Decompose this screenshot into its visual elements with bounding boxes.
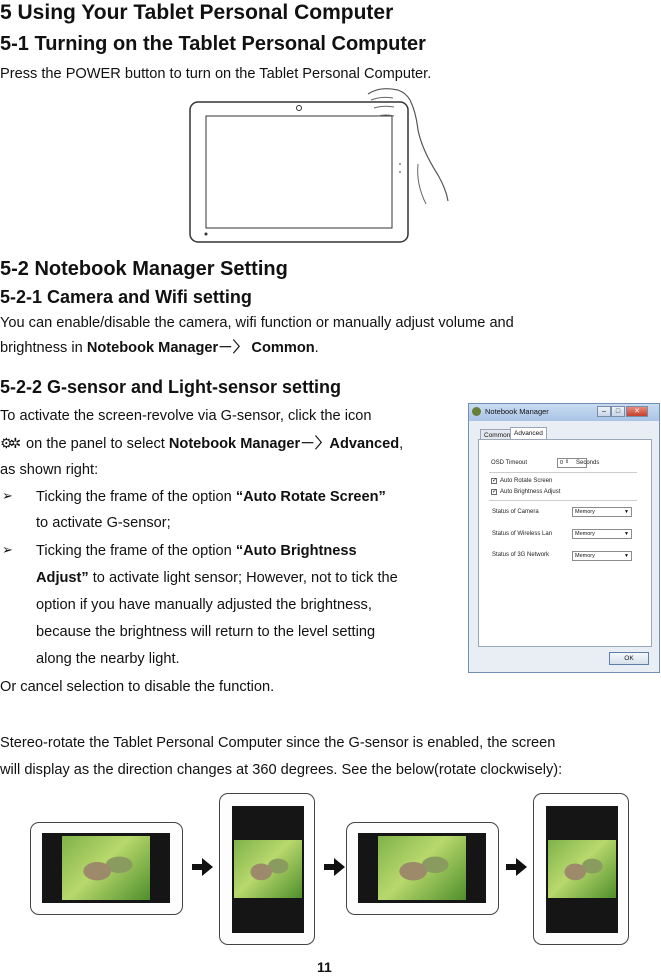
arrow-bullet-icon: ➢ — [2, 542, 13, 557]
stereo-line2: will display as the direction changes at 360 degrees. See the below(rotate clockwisely): — [0, 762, 563, 778]
arrow-bullet-icon: ➢ — [2, 488, 13, 503]
tab-common[interactable]: Common — [480, 429, 514, 440]
3g-status-select[interactable]: Memory ▼ — [572, 551, 632, 561]
maximize-button[interactable]: □ — [611, 406, 625, 417]
para-5-2-1-line2: brightness in Notebook Manager－〉 Common. — [0, 340, 319, 356]
ok-button[interactable]: OK — [609, 652, 649, 665]
gear-icon: ⚙✲ — [0, 435, 19, 451]
tablet-landscape-1 — [30, 822, 183, 915]
spinner-icon[interactable]: ⇕ — [565, 459, 570, 465]
notebook-manager-window — [468, 403, 660, 673]
cancel-line: Or cancel selection to disable the function. — [0, 679, 275, 695]
right-arrow-icon — [506, 856, 528, 878]
section-heading-5-2: 5-2 Notebook Manager Setting — [0, 258, 288, 280]
app-icon — [472, 407, 481, 416]
dropdown-arrow-icon: ▼ — [624, 509, 629, 515]
window-titlebar — [469, 404, 659, 421]
bullet-2-line5: along the nearby light. — [36, 651, 180, 667]
auto-rotate-label: Auto Rotate Screen — [500, 478, 553, 484]
divider — [489, 500, 637, 501]
advanced-panel — [478, 439, 652, 647]
right-arrow-icon — [324, 856, 346, 878]
camera-status-select[interactable]: Memory ▼ — [572, 507, 632, 517]
tablet-portrait-2 — [533, 793, 629, 945]
wlan-status-select[interactable]: Memory ▼ — [572, 529, 632, 539]
status-wlan-label: Status of Wireless Lan — [492, 531, 553, 537]
tablet-landscape-2 — [346, 822, 499, 915]
dropdown-arrow-icon: ▼ — [624, 531, 629, 537]
minimize-button[interactable]: – — [597, 406, 611, 417]
bullet-2-line3: option if you have manually adjusted the brightness, — [36, 597, 372, 613]
right-arrow-icon — [192, 856, 214, 878]
subsection-heading-5-2-1: 5-2-1 Camera and Wifi setting — [0, 287, 252, 307]
auto-rotate-checkbox[interactable]: ✓ — [492, 478, 498, 484]
para-5-1: Press the POWER button to turn on the Tablet Personal Computer. — [0, 66, 432, 82]
auto-brightness-label: Auto Brightness Adjust — [500, 489, 561, 495]
bullet-2-line1: Ticking the frame of the option “Auto Brightness — [36, 543, 357, 559]
osd-timeout-input[interactable]: 0 — [557, 458, 587, 468]
osd-timeout-label: OSD Timeout — [491, 460, 528, 466]
status-camera-label: Status of Camera — [492, 509, 539, 515]
divider — [489, 472, 637, 473]
osd-unit: Seconds — [576, 460, 600, 466]
page-number: 11 — [317, 959, 332, 975]
tab-advanced[interactable]: Advanced — [510, 427, 547, 440]
bullet-1-line1: Ticking the frame of the option “Auto Rotate Screen” — [36, 489, 386, 505]
auto-brightness-checkbox[interactable]: ✓ — [492, 489, 498, 495]
tablet-power-illustration — [188, 84, 464, 246]
bullet-2-line2: Adjust” to activate light sensor; However, not to tick the — [36, 570, 398, 586]
bullet-2-line4: because the brightness will return to the level setting — [36, 624, 376, 640]
window-title: Notebook Manager — [485, 407, 549, 416]
close-button[interactable]: ✕ — [626, 406, 648, 417]
dropdown-arrow-icon: ▼ — [624, 553, 629, 559]
para-5-2-2-line2: ⚙✲ on the panel to select Notebook Manager－〉Advanced, — [0, 435, 404, 452]
subsection-heading-5-2-2: 5-2-2 G-sensor and Light-sensor setting — [0, 377, 342, 397]
para-5-2-1-line1: You can enable/disable the camera, wifi function or manually adjust volume and — [0, 315, 514, 331]
para-5-2-2-line3: as shown right: — [0, 462, 99, 478]
tablet-portrait-1 — [219, 793, 315, 945]
bullet-1-line2: to activate G-sensor; — [36, 515, 171, 531]
status-3g-label: Status of 3G Network — [492, 552, 550, 558]
section-heading-5-1: 5-1 Turning on the Tablet Personal Computer — [0, 33, 426, 55]
chapter-heading: 5 Using Your Tablet Personal Computer — [0, 1, 394, 24]
stereo-line1: Stereo-rotate the Tablet Personal Computer since the G-sensor is enabled, the screen — [0, 735, 556, 751]
para-5-2-2-line1: To activate the screen-revolve via G-sensor, click the icon — [0, 408, 372, 424]
